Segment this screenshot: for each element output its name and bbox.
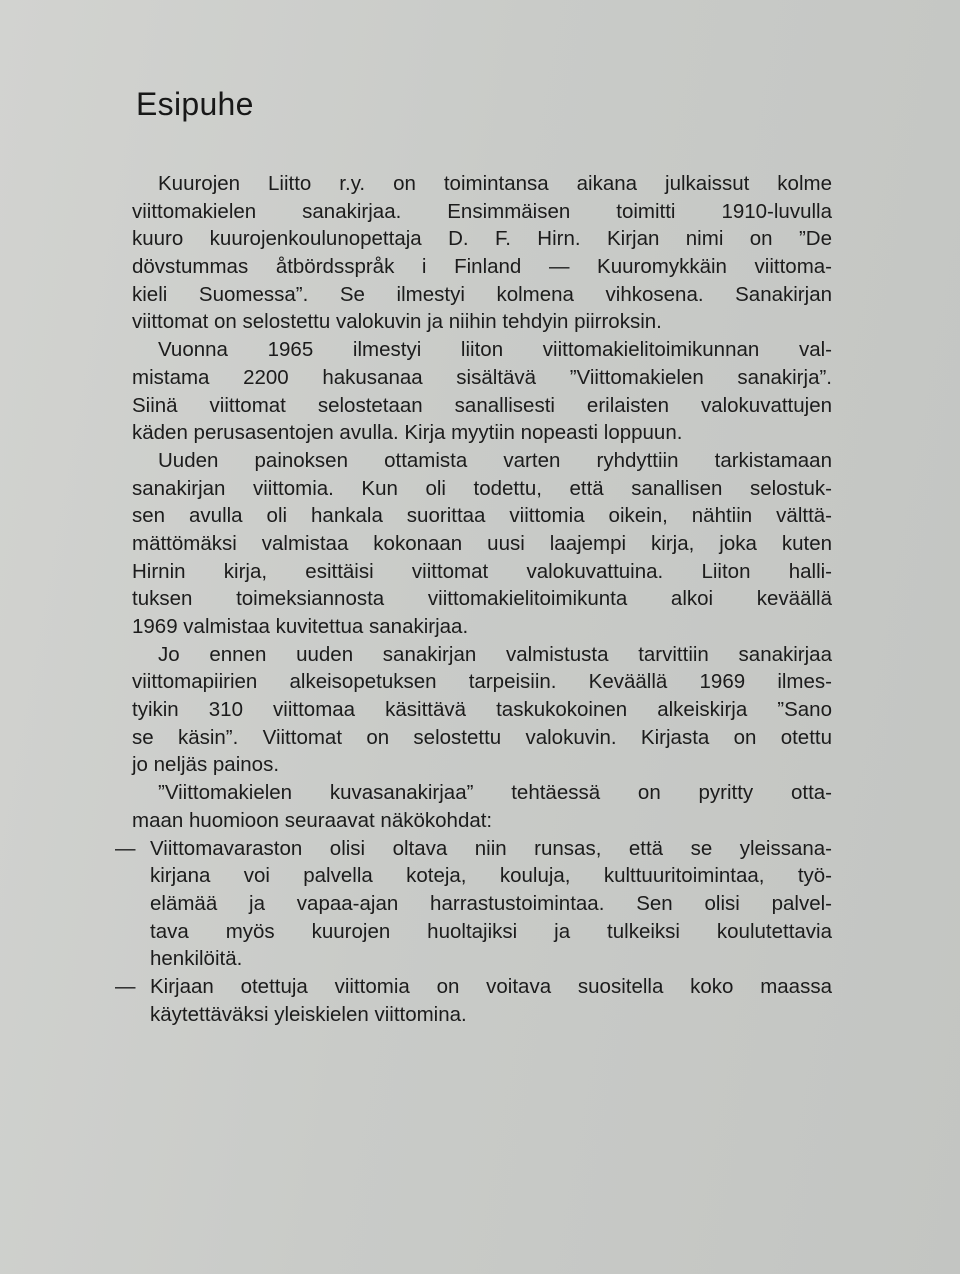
text-line: tuksen toimeksiannosta viittomakielitoimikunta alkoi keväällä [132, 587, 832, 611]
dash-bullet-icon: — [115, 974, 136, 998]
text-line: Siinä viittomat selostetaan sanallisesti erilaisten valokuvattujen [132, 393, 832, 417]
text-line: kirjana voi palvella koteja, kouluja, kulttuuritoimintaa, työ- [150, 864, 832, 888]
text-line: mättömäksi valmistaa kokonaan uusi laajempi kirja, joka kuten [132, 531, 832, 555]
dash-bullet-icon: — [115, 836, 136, 860]
paragraph [132, 336, 832, 447]
text-line: tyikin 310 viittomaa käsittävä taskukokoinen alkeiskirja ”Sano [132, 698, 832, 722]
text-line: viittomakielen sanakirjaa. Ensimmäisen toimitti 1910-luvulla [132, 199, 832, 223]
text-line: Jo ennen uuden sanakirjan valmistusta tarvittiin sanakirjaa [158, 642, 832, 666]
paragraph [132, 779, 832, 834]
preface-body [115, 170, 832, 1028]
text-line: käden perusasentojen avulla. Kirja myytiin nopeasti loppuun. [132, 421, 683, 445]
text-line: Kirjaan otettuja viittomia on voitava suositella koko maassa [150, 974, 832, 998]
text-line: dövstummas åtbördsspråk i Finland — Kuuromykkäin viittoma- [132, 255, 832, 279]
text-line: jo neljäs painos. [132, 753, 280, 777]
text-line: Kuurojen Liitto r.y. on toimintansa aikana julkaissut kolme [158, 172, 832, 195]
bullet-item [115, 973, 832, 1028]
text-line: kuuro kuurojenkoulunopettaja D. F. Hirn. Kirjan nimi on ”De [132, 227, 832, 251]
text-line: ”Viittomakielen kuvasanakirjaa” tehtäessä on pyritty otta- [158, 781, 832, 805]
text-line: viittomapiirien alkeisopetuksen tarpeisiin. Keväällä 1969 ilmes- [132, 670, 832, 694]
text-line: maan huomioon seuraavat näkökohdat: [132, 808, 493, 832]
paragraph [132, 641, 832, 779]
text-line: Vuonna 1965 ilmestyi liiton viittomakielitoimikunnan val- [158, 338, 832, 362]
text-line: 1969 valmistaa kuvitettua sanakirjaa. [132, 615, 469, 638]
text-line: Hirnin kirja, esittäisi viittomat valokuvattuina. Liiton halli- [132, 559, 832, 583]
text-line: sanakirjan viittomia. Kun oli todettu, että sanallisen selostuk- [132, 476, 832, 500]
text-line: viittomat on selostettu valokuvin ja niihin tehdyin piirroksin. [132, 310, 662, 334]
text-line: Uuden painoksen ottamista varten ryhdyttiin tarkistamaan [158, 448, 832, 472]
paragraph [132, 170, 832, 336]
bullet-item [115, 835, 832, 973]
text-line: tava myös kuurojen huoltajiksi ja tulkeiksi koulutettavia [150, 919, 832, 943]
text-line: käytettäväksi yleiskielen viittomina. [150, 1002, 467, 1026]
text-line: mistama 2200 hakusanaa sisältävä ”Viittomakielen sanakirja”. [132, 365, 832, 389]
text-line: kieli Suomessa”. Se ilmestyi kolmena vihkosena. Sanakirjan [132, 282, 832, 306]
paragraph [132, 447, 832, 641]
text-line: elämää ja vapaa-ajan harrastustoimintaa. Sen olisi palvel- [150, 891, 832, 915]
page-title: Esipuhe [136, 86, 254, 122]
text-line: se käsin”. Viittomat on selostettu valokuvin. Kirjasta on otettu [132, 725, 832, 749]
text-line: Viittomavaraston olisi oltava niin runsas, että se yleissana- [150, 836, 832, 860]
text-line: henkilöitä. [150, 947, 243, 971]
text-line: sen avulla oli hankala suorittaa viittomia oikein, nähtiin välttä- [132, 504, 832, 528]
